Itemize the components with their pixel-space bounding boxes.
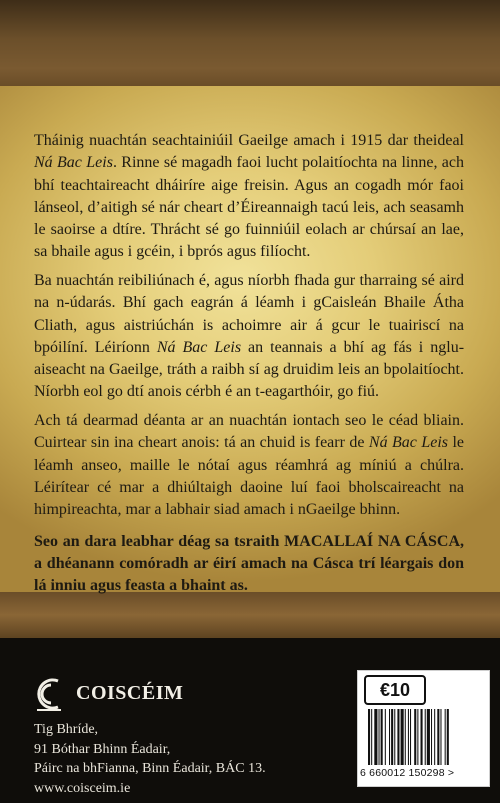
barcode-bar <box>368 709 370 765</box>
barcode-digits: 6 660012 150298 > <box>360 767 455 779</box>
barcode-bar <box>445 709 446 765</box>
barcode-bar <box>410 709 411 765</box>
barcode-bar <box>434 709 435 765</box>
barcode-bar <box>379 709 380 765</box>
coisceim-logo-icon <box>31 676 65 712</box>
blurb-text: Ba nuachtán reibiliúnach é, agus níorbh fhada gur tharraing sé aird na n-údarás. Bhí gach eagrán á léamh i gCaisleán Bhaile Átha Cliath, agus aistriúchán is achoimre air á gcur le tuairiscí na bpóilíní. Léiríonn <box>34 272 464 356</box>
barcode-bar <box>391 709 393 765</box>
barcode-bar <box>374 709 377 765</box>
barcode-bar <box>401 709 404 765</box>
middle-decorative-band <box>0 592 500 638</box>
barcode-bar <box>397 709 399 765</box>
publisher-name: COISCÉIM <box>76 682 184 704</box>
series-note: Seo an dara leabhar déag sa tsraith MACALLAÍ NA CÁSCA, a dhéanann comóradh ar éirí amach na Cásca trí léargais don lá inniu agus feasta a bhaint as. <box>34 533 464 594</box>
blurb-paragraph-2 <box>34 270 464 404</box>
barcode-bar <box>385 709 386 765</box>
barcode-label <box>357 670 490 787</box>
barcode-bar <box>408 709 409 765</box>
blurb-text: an teannais a bhí ag fás i ngluaiseacht na Gaeilge, tráth a raibh sí ag druidim leis an bpolaitíocht. Níorbh eol go dtí anois cérbh é an t-eagarthóir, go fiú. <box>34 338 465 401</box>
address-line: Tig Bhríde, <box>34 722 99 737</box>
barcode-bar <box>447 709 449 765</box>
barcode-bar <box>427 709 430 765</box>
blurb-text: Ach tá dearmad déanta ar an nuachtán iontach seo le céad bliain. Cuirtear sin ina cheart anois: tá an chuid is fearr de <box>34 412 464 452</box>
barcode-bar <box>414 709 416 765</box>
barcode-icon <box>368 709 480 765</box>
barcode-bar <box>421 709 423 765</box>
top-decorative-band <box>0 0 500 86</box>
address-line: Páirc na bhFianna, Binn Éadair, BÁC 13. <box>34 761 266 776</box>
blurb-text: Tháinig nuachtán seachtainiúil Gaeilge amach i 1915 dar theideal <box>34 132 464 149</box>
barcode-bar <box>371 709 372 765</box>
publisher-address <box>34 720 266 798</box>
barcode-bar <box>381 709 383 765</box>
blurb-text: le léamh anseo, maille le nótaí agus réamhrá ag míniú a chúlra. Léirítear cé mar a dhiúltaigh daoine luí faoi bholscaireacht na himpireachta, mar a labhair siad amach i nGaeilge bhinn. <box>34 434 465 519</box>
newspaper-title: Ná Bac Leis <box>368 434 449 452</box>
blurb-paragraph-1 <box>34 130 464 264</box>
address-line: 91 Bóthar Bhinn Éadair, <box>34 741 171 757</box>
barcode-bar <box>389 709 390 765</box>
blurb-text: . Rinne sé magadh faoi lucht polaitíochta na linne, ach bhí teachtaireacht dháiríre aige freisin. Agus an cogadh mór faoi lánseol, d’aitigh sé nár cheart d’Éireannaigh tacú leis, ach seasamh le saoirse a dtíre. Thrácht sé go fuinniúil eolach ar chúrsaí an lae, sa bhaile agus i gcéin, i bprós agus filíocht. <box>34 154 465 261</box>
barcode-bar <box>440 709 441 765</box>
barcode-bar <box>425 709 426 765</box>
barcode-bar <box>437 709 439 765</box>
newspaper-title: Ná Bac Leis <box>34 154 113 172</box>
barcode-bar <box>405 709 406 765</box>
barcode-bar <box>417 709 418 765</box>
barcode-bar <box>394 709 395 765</box>
barcode-bar <box>431 709 432 765</box>
publisher-website-link[interactable]: www.coisceim.ie <box>34 780 131 796</box>
newspaper-title: Ná Bac Leis <box>156 338 242 356</box>
blurb-paragraph-3 <box>34 410 464 521</box>
price-tag: €10 <box>364 675 426 705</box>
